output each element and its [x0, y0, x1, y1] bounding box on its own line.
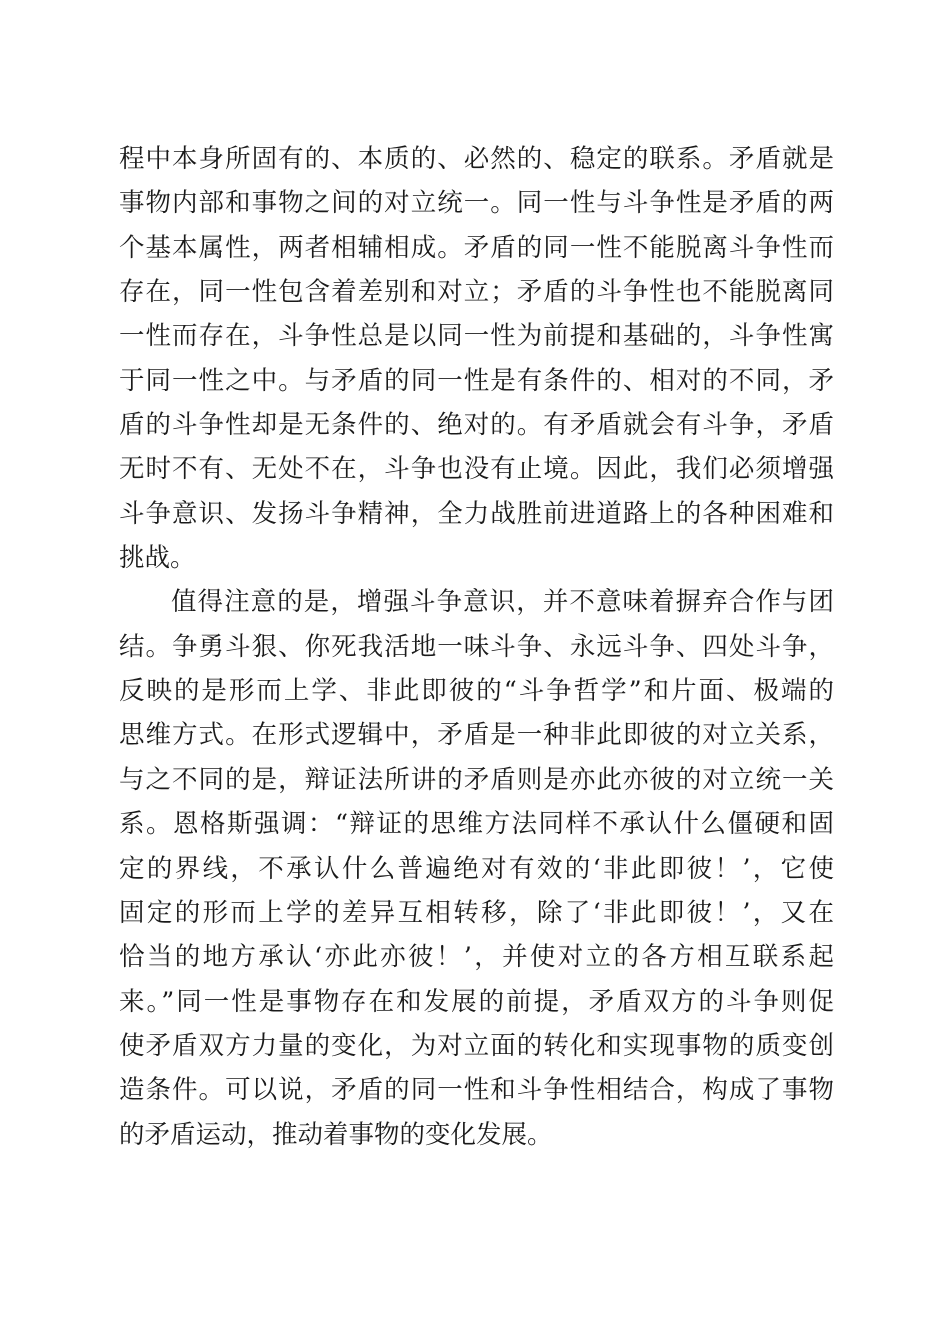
text-line: 结。争勇斗狠、你死我活地一味斗争、永远斗争、四处斗争，: [119, 631, 834, 662]
paragraph-first-line: 值得注意的是，增强斗争意识，并不意味着摒弃合作与团: [171, 587, 834, 618]
text-line: 的矛盾运动，推动着事物的变化发展。: [119, 1119, 553, 1150]
text-line: 与之不同的是，辩证法所讲的矛盾则是亦此亦彼的对立统一关: [119, 764, 834, 795]
text-line: 于同一性之中。与矛盾的同一性是有条件的、相对的不同，矛: [119, 365, 834, 396]
text-line: 反映的是形而上学、非此即彼的“斗争哲学”和片面、极端的: [119, 676, 834, 707]
body-text: [119, 137, 834, 1157]
text-line: 无时不有、无处不在，斗争也没有止境。因此，我们必须增强: [119, 454, 834, 485]
text-line: 恰当的地方承认‘亦此亦彼！’，并使对立的各方相互联系起: [119, 942, 834, 973]
text-line: 造条件。可以说，矛盾的同一性和斗争性相结合，构成了事物: [119, 1075, 834, 1106]
text-line: 程中本身所固有的、本质的、必然的、稳定的联系。矛盾就是: [119, 144, 834, 174]
text-line: 斗争意识、发扬斗争精神，全力战胜前进道路上的各种困难和: [119, 498, 834, 529]
text-line: 思维方式。在形式逻辑中，矛盾是一种非此即彼的对立关系，: [119, 720, 834, 751]
text-line: 挑战。: [119, 543, 196, 574]
text-line: 存在，同一性包含着差别和对立；矛盾的斗争性也不能脱离同: [119, 277, 834, 308]
text-line: 事物内部和事物之间的对立统一。同一性与斗争性是矛盾的两: [119, 188, 834, 219]
text-line: 使矛盾双方力量的变化，为对立面的转化和实现事物的质变创: [119, 1030, 834, 1061]
text-line: 定的界线，不承认什么普遍绝对有效的‘非此即彼！’，它使: [119, 853, 834, 884]
text-line: 个基本属性，两者相辅相成。矛盾的同一性不能脱离斗争性而: [119, 232, 834, 263]
text-line: 来。”同一性是事物存在和发展的前提，矛盾双方的斗争则促: [119, 986, 834, 1017]
text-line: 系。恩格斯强调：“辩证的思维方法同样不承认什么僵硬和固: [119, 809, 834, 840]
text-line: 一性而存在，斗争性总是以同一性为前提和基础的，斗争性寓: [119, 321, 834, 352]
text-line: 固定的形而上学的差异互相转移，除了‘非此即彼！’，又在: [119, 897, 834, 928]
text-line: 盾的斗争性却是无条件的、绝对的。有矛盾就会有斗争，矛盾: [119, 410, 834, 441]
